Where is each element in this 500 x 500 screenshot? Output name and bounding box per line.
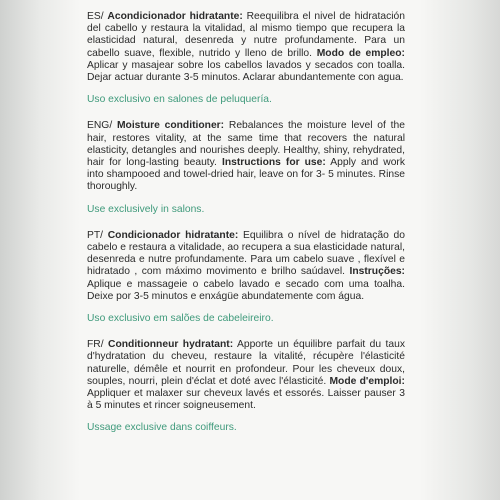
product-title: Conditionneur hydratant: (108, 339, 234, 351)
section-spanish (87, 11, 405, 106)
salon-note: Uso exclusivo en salones de peluquería. (87, 94, 272, 106)
section-body (87, 230, 405, 303)
usage-text: Aplique e massageie o cabelo lavado e secado com uma toalha. Deixe por 3-5 minutos e enxágüe abundatemente com água. (87, 278, 405, 302)
usage-label: Instruções: (349, 266, 405, 278)
language-code: FR/ (87, 339, 104, 351)
product-title: Moisture conditioner: (116, 120, 225, 132)
salon-note: Ussage exclusive dans coiffeurs. (87, 422, 237, 434)
usage-label: Modo de empleo: (316, 47, 405, 59)
description-text: Apporte un équilibre parfait du taux d'hydratation du cheveu, restaure la vitalité, récupère l'élasticité naturelle, démêle et nourrit en profondeur. Pour les cheveux doux, souples, nourri, plein d'éclat et doté avec l'élasticité. (87, 339, 405, 387)
salon-note: Uso exclusivo em salões de cabeleireiro. (87, 313, 274, 325)
description-text: Rebalances the moisture level of the hair, restores vitality, at the same time that recovers the natural elasticity, detangles and nourishes deeply. Healthy, shiny, rehydrated, hair for long-lasting beauty. (87, 120, 405, 169)
description-text: Reequilibra el nivel de hidratación del cabello y restaura la vitalidad, al mismo tiempo que recupera la elasticidad natural, desenreda y nutre profundamente. Para un cabello suave, flexible, nutrido y lleno de brillo. (87, 11, 405, 59)
product-title: Acondicionador hidratante: (107, 11, 243, 22)
product-title: Condicionador hidratante: (107, 229, 239, 241)
section-body (87, 339, 405, 412)
description-text: Equilibra o nível de hidratação do cabelo e restaura a vitalidade, ao recupera a sua elasticidade natural, desenreda e nutre profundamente. Para um cabelo suave , flexível e hidratado , com máximo movimento e brilho saúdavel. (87, 229, 405, 278)
usage-label: Instructions for use: (221, 157, 326, 169)
instructions-column (87, 11, 405, 449)
language-code: PT/ (87, 229, 104, 241)
section-body (87, 11, 405, 84)
usage-label: Mode d'emploi: (329, 375, 405, 387)
usage-text: Aplicar y masajear sobre los cabellos lavados y secados con toalla. Dejar actuar durante 3-5 minutos. Aclarar abundantemente con agua. (87, 59, 405, 84)
section-portuguese (87, 230, 405, 325)
usage-text: Apply and work into shampooed and towel-dried hair, leave on for 3- 5 minutes. Rinse thoroughly. (87, 157, 405, 193)
section-english (87, 120, 405, 215)
language-code: ENG/ (87, 120, 113, 132)
usage-text: Appliquer et malaxer sur cheveux lavés et essorés. Laisser pauser 3 à 5 minutes et rincer soigneusement. (87, 388, 405, 412)
salon-note: Use exclusively in salons. (87, 203, 205, 215)
language-code: ES/ (87, 11, 104, 22)
section-body (87, 120, 405, 193)
section-french (87, 339, 405, 434)
